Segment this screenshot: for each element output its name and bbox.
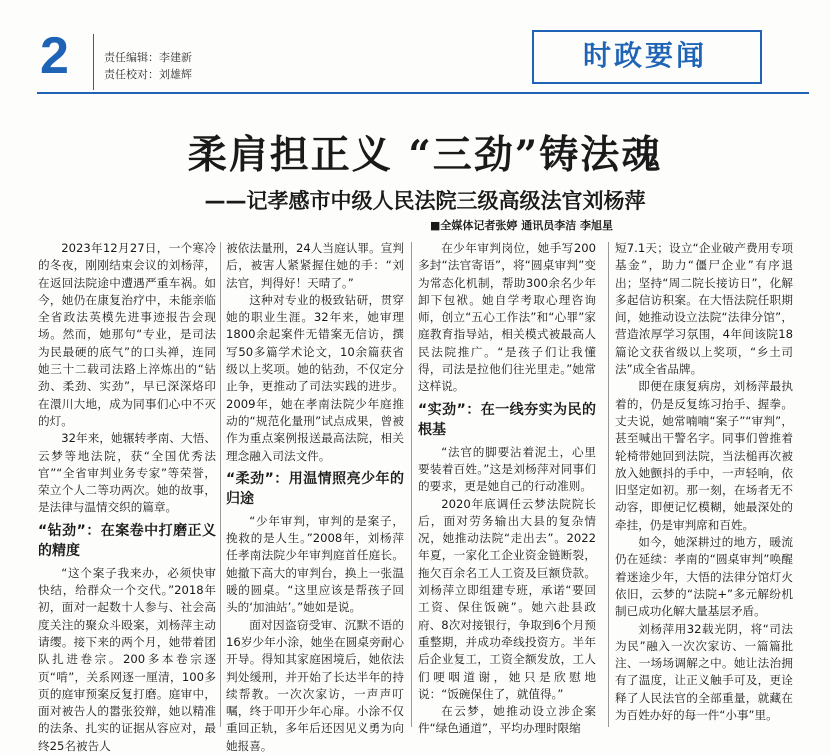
section-heading-shijin: “实劲”：在一线夯实为民的根基 bbox=[418, 401, 596, 438]
article-column-4 bbox=[615, 240, 793, 727]
page-number: 2 bbox=[40, 27, 69, 85]
paragraph: “这个案子我来办，必须快审快结，给群众一个交代。”2018年初，面对一起数十人参与、社会高度关注的聚众斗殴案，刘杨萍主动请缨。接下来的两个月，她带着团队扎进卷宗。200多本卷宗逐页“啃”，关系网逐一厘清，100多页的庭审预案反复打磨。庭审中，面对被告人的嚣张狡辩，她以精准的法条、扎实的证据从容应对，最终25名被告人 bbox=[38, 565, 216, 753]
paragraph: 2023年12月27日，一个寒冷的冬夜，刚刚结束会议的刘杨萍，在返回法院途中遭遇严重车祸。如今，她仍在康复治疗中，未能亲临全省政法英模先进事迹报告会现场。然而，她那句“专业，是司法为民最硬的底气”的口头禅，连同她三十二载司法路上淬炼出的“钻劲、柔劲、实劲”，早已深深烙印在澴川大地，成为同事们心中不灭的灯。 bbox=[38, 241, 216, 428]
paragraph: 短7.1天；设立“企业破产费用专项基金”，助力“僵尸企业”有序退出；坚持“周二院长接访日”，化解多起信访积案。在大悟法院任职期间，她推动设立法院“法律分馆”，营造浓厚学习氛围，4年间该院18篇论文获省级以上奖项，“乡土司法”成全省品牌。 bbox=[615, 241, 793, 377]
article-column-3 bbox=[418, 240, 596, 736]
paragraph: 在云梦，她推动设立涉企案件“绿色通道”，平均办理时限缩 bbox=[418, 704, 596, 736]
paragraph: “法官的脚要沾着泥土，心里要装着百姓。”这是刘杨萍对同事们的要求，更是她自己的行动准则。 bbox=[418, 444, 596, 494]
paragraph: 这种对专业的极致钻研，贯穿她的职业生涯。32年来，她审理1800余起案件无错案无信访，撰写50多篇学术论文，10余篇获省级以上奖项。她的钻劲，不仅定分止争，更推动了司法实践的进步。2009年，她在孝南法院少年庭推动的“规范化量刑”试点成果，曾被作为重点案例报送最高法院，相关理念融入司法文件。 bbox=[226, 292, 404, 463]
paragraph: 被依法量刑，24人当庭认罪。宣判后，被害人紧紧握住她的手：“刘法官，判得好！天晴了。” bbox=[226, 241, 404, 290]
paragraph: 即便在康复病房，刘杨萍最执着的，仍是反复练习抬手、握拳。丈夫说，她常喃喃“案子”“审判”，甚至喊出干警名字。同事们曾推着轮椅带她回到法院，当法槌再次被放入她颤抖的手中，一声轻响，依旧坚定如初。那一刻，在场者无不动容，即便记忆模糊，她最深处的牵挂，仍是审判席和百姓。 bbox=[615, 379, 793, 532]
article-column-2 bbox=[226, 240, 404, 753]
column-divider bbox=[411, 242, 412, 727]
paragraph: “少年审判，审判的是案子，挽救的是人生。”2008年，刘杨萍任孝南法院少年审判庭首任庭长。她撤下高大的审判台，换上一张温暖的圆桌。“这里应该是帮孩子回头的‘加油站’。”她如是说。 bbox=[226, 513, 404, 615]
column-divider bbox=[608, 242, 609, 727]
section-title: 时政要闻 bbox=[582, 39, 707, 72]
paragraph: 32年来，她辗转孝南、大悟、云梦等地法院，获“全国优秀法官”“全省审判业务专家”等荣誉，荣立个人二等功两次。她的故事，是法律与温情交织的篇章。 bbox=[38, 431, 216, 515]
column-divider bbox=[220, 242, 221, 727]
section-heading-roujin: “柔劲”：用温情照亮少年的归途 bbox=[226, 470, 404, 507]
proofreader-credit: 责任校对：刘雄辉 bbox=[104, 68, 192, 81]
paragraph: 面对因盗窃受审、沉默不语的16岁少年小涂，她坐在圆桌旁耐心开导。得知其家庭困境后，她依法判处缓刑，并开始了长达半年的持续帮教。一次次家访，一声声叮嘱，终于叩开少年心扉。小涂不仅重回正轨，多年后还因见义勇为向她报喜。 bbox=[226, 617, 404, 753]
header-rule bbox=[37, 92, 809, 94]
subheadline: ——记孝感市中级人民法院三级高级法官刘杨萍 bbox=[204, 189, 646, 213]
section-heading-zuanjin: “钻劲”：在案卷中打磨正义的精度 bbox=[38, 522, 216, 559]
byline: ■全媒体记者张婷 通讯员李洁 李旭星 bbox=[430, 219, 614, 232]
paragraph: 2020年底调任云梦法院院长后，面对劳务输出大县的复杂情况，她推动法院“走出去”。2022年夏，一家化工企业资金链断裂，拖欠百余名工人工资及巨额贷款。刘杨萍立即组建专班，承诺“要回工资、保住饭碗”。她六赴县政府、8次对接银行，争取到6个月预重整期，并成功牵线投资方。半年后企业复工，工资全额发放，工人们哽咽道谢，她只是欣慰地说：“饭碗保住了，就值得。” bbox=[418, 496, 596, 701]
paragraph: 在少年审判岗位，她手写200多封“法官寄语”，将“圆桌审判”变为常态化机制，帮助300余名少年卸下包袱。她自学考取心理咨询师，创立“五心工作法”和“心罪”家庭教育指导站，相关模式被最高人民法院推广。“是孩子们让我懂得，司法是拉他们往光里走。”她常这样说。 bbox=[418, 241, 596, 394]
editor-credit: 责任编辑：李建新 bbox=[104, 51, 192, 64]
article-column-1 bbox=[38, 240, 216, 753]
headline: 柔肩担正义 “三劲”铸法魂 bbox=[187, 132, 663, 178]
paragraph: 如今，她深耕过的地方，暖流仍在延续：孝南的“圆桌审判”唤醒着迷途少年，大悟的法律分馆灯火依旧，云梦的“法院+”多元解纷机制已成功化解大量基层矛盾。 bbox=[615, 535, 793, 619]
page-number-divider bbox=[93, 34, 94, 90]
paragraph: 刘杨萍用32载光阴，将“司法为民”融入一次次家访、一篇篇批注、一场场调解之中。她让法治拥有了温度，让正义触手可及，更诠释了人民法官的全部重量，就藏在为百姓办好的每一件“小事”里。 bbox=[615, 621, 793, 723]
